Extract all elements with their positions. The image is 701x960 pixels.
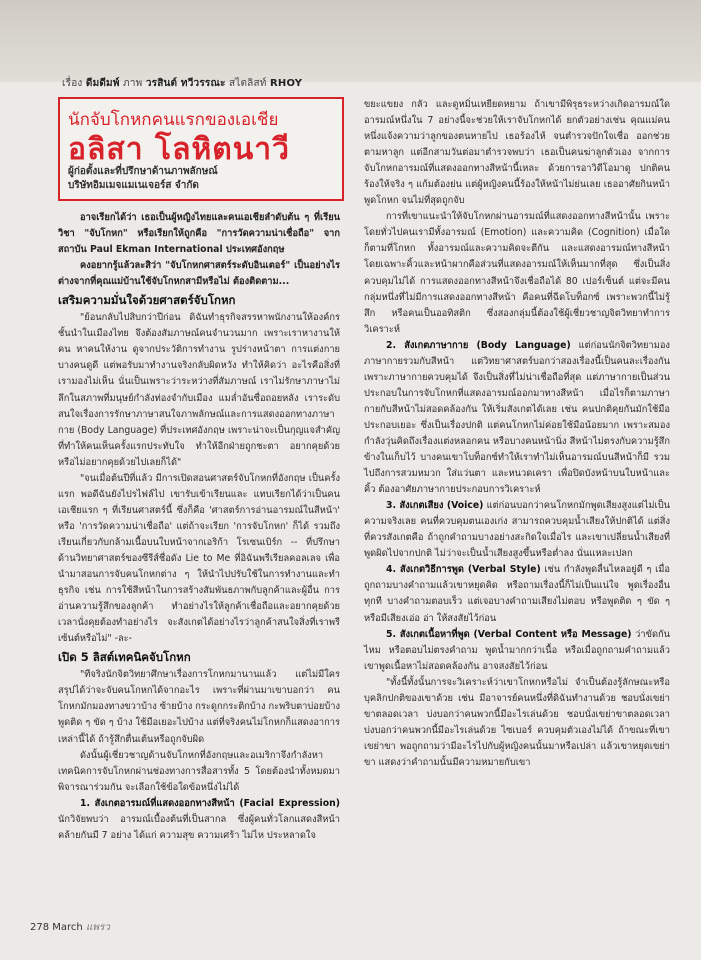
right-paragraph-2: การที่เขาแนะนำให้จับโกหกผ่านอารมณ์ที่แสดงออกทางสีหน้านั้น เพราะโดยทั่วไปคนเรามีทั้งอารมณ์ (Emotion) และความคิด (Cognition) เมื่อใดก็ตามที่โกหก ทั้งอารมณ์และความคิดจะตีกัน และแสดงอารมณ์ทางสีหน้า โดยเฉพาะคิ้วและหน้าผากคือส่วนที่แสดงอารมณ์ให้เห็นมากที่สุด ซึ่งเป็นสิ่งควบคุมไม่ได้ การแสดงออกทางสีหน้าจึงเชื่อถือได้ 80 เปอร์เซ็นต์ แต่จะมีคนกลุ่มหนึ่งที่ไม่มีการแสดงออกทางสีหน้า คือคนที่ฉีดโบท็อกซ์ เพราะพวกนี้ไม่รู้สึก หรือคนเป็นออทิสติก ซึ่งสองกลุ่มนี้ต้องใช้ผู้เชี่ยวชาญจิตวิทยาทำการวิเคราะห์ xyxy=(364,211,670,335)
byline xyxy=(62,76,302,91)
technique-5 xyxy=(364,627,670,675)
title-kicker: นักจับโกหกคนแรกของเอเชีย xyxy=(68,110,279,130)
stylist-name: RHOY xyxy=(269,78,303,89)
photographer-name: วรสินต์ ทวีวรรณะ xyxy=(145,78,226,89)
role-line-1: ผู้ก่อตั้งและที่ปรึกษาด้านภาพลักษณ์ xyxy=(68,166,218,177)
intro-paragraph-1: อาจเรียกได้ว่า เธอเป็นผู้หญิงไทยและคนเอเชียลำดับต้น ๆ ที่เรียนวิชา "จับโกหก" หรือเรียกให้ถูกคือ "การวัดความน่าเชื่อถือ" จากสถาบัน Paul Ekman International ประเทศอังกฤษ xyxy=(58,212,340,256)
right-paragraph-1: ขยะแขยง กลัว และดูหมิ่นเหยียดหยาม ถ้าเขามีพิรุธระหว่างเกิดอารมณ์ใดอารมณ์หนึ่งใน 7 อย่างนี้จะช่วยให้เราจับโกหกได้ ยกตัวอย่างเช่น คุณแม่คนหนึ่งแจ้งความว่าลูกของตนหายไป เธอร้องไห้ จนตำรวจปักใจเชื่อ ออกช่วยตามหาลูก แต่อีกสามวันต่อมาตำรวจพบว่า เธอเป็นคนฆ่าลูกตัวเอง จากการจับโกหกอารมณ์ที่แสดงออกทางสีหน้านี้เหละ ด้วยการอาวิดีโอมาดู ปกติคนร้องให้จริง ๆ แก้มต้องย่น แต่ผู้หญิงคนนี้ร้องให้หน้าไม่ย่นเลย เธออาศัยกินหน้า พูดโกหก จนไม่ที่สุดถูกจับ xyxy=(364,99,670,207)
technique-1-label: 1. สังเกตอารมณ์ที่แสดงออกทางสีหน้า (Facial Expression) xyxy=(80,797,340,809)
technique-4 xyxy=(364,562,670,626)
technique-3-label: 3. สังเกตเสียง (Voice) xyxy=(386,500,484,512)
photo-label: ภาพ xyxy=(123,78,143,89)
right-paragraph-3: "ทั้งนี้ทั้งนั้นการจะวิเคราะห์ว่าเขาโกหกหรือไม่ จำเป็นต้องรู้ลักษณะหรือบุคลิกปกติของเขาด้วย เช่น มีอาจารย์คนหนึ่งที่ดิฉันทำงานด้วย ชอบนั่งเขย่าขาตลอดเวลา บ่งบอกว่าคนพวกนี้มีอะไรเล่นด้วย ชอบนั่งเขย่าขาตลอดเวลา บ่งบอกว่าคนพวกนี้มีอะไรเล่นด้วย ไซเบอร์ ควบคุมตัวเองไม่ได้ ถ้าขณะที่เขาเขย่าขา พอถูกถามว่ามีอะไรไปกับผู้หญิงคนนั้นมาหรือเปล่า แล้วเขาหยุดเขย่าขา แสดงว่าคำถามนั้นมีความหมายกับเขา xyxy=(364,676,670,768)
section-heading-1: เสริมความมั่นใจด้วยศาสตร์จับโกหก xyxy=(58,293,236,308)
left-column xyxy=(58,210,340,844)
issue-month: March xyxy=(52,922,83,933)
technique-3 xyxy=(364,498,670,562)
role-line-2: บริษัทอิมเมจแมเนเจอร์ส จำกัด xyxy=(68,180,199,191)
title-name: อลิสา โลหิตนาวี xyxy=(68,132,290,167)
technique-1-text: นักวิจัยพบว่า อารมณ์เบื้องต้นที่เป็นสากล ซึ่งผู้คนทั่วโลกแสดงสีหน้าคล้ายกันมี 7 อย่าง ได้แก่ ความสุข ความเศร้า ไม่ไห ประหลาดใจ xyxy=(58,813,340,841)
byline-prefix: เรื่อง xyxy=(62,78,83,89)
subject-role xyxy=(68,165,218,193)
technique-4-label: 4. สังเกตวิธีการพูด (Verbal Style) xyxy=(386,564,541,576)
section-heading-2: เปิด 5 ลิสต์เทคนิคจับโกหก xyxy=(58,650,191,665)
body-paragraph-4: ดังนั้นผู้เชี่ยวชาญด้านจับโกหกที่อังกฤษและอเมริกาจึงกำลังหาเทคนิคการจับโกหกผ่านช่องทางการสื่อสารทั้ง 5 โดยต้องนำทั้งหมดมาพิจารณาร่วมกัน จะเลือกใช้ข้อใดข้อหนึ่งไม่ได้ xyxy=(58,749,340,793)
writer-name: ดีมดีมพ์ xyxy=(85,78,120,89)
technique-1 xyxy=(58,796,340,844)
body-paragraph-2: "จนเมื่อต้นปีที่แล้ว มีการเปิดสอนศาสตร์จับโกหกที่อังกฤษ เป็นครั้งแรก พอดีฉันยังไปรไฟล์ไป เขารับเข้าเรียนและ แทบเรียกได้ว่าเป็นคนเอเชียแรก ๆ ที่เรียนศาสตร์นี้ ซึ่งก็คือ 'ศาสตร์การอ่านอารมณ์ในสีหน้า' หรือ 'การวัดความน่าเชื่อถือ' แต่ถ้าจะเรียก 'การจับโกหก' ก็ได้ รวมถึงเรียนเกี่ยวกับกล้ามเนื้อบนใบหน้าจากเอริก้า โรเซนเบิร์ก -- ที่ปรึกษาด้านวิทยาศาสตร์ของซีรีส์ชื่อดัง Lie to Me ที่อิฉันพรีเรียลคอลเลจ เพื่อนำมาสอนการจับคนโกหกต่าง ๆ ให้นำไปปรับใช้ในการทำงานและทำธุรกิจ เช่น การใช้สีหน้าในการสร้างสัมพันธภาพกับลูกค้าและผู้อื่น การอ่านความรู้สึกของลูกค้า ทำอย่างไรให้ลูกค้าเชื่อถือและอยากคุยด้วย เวลานั่งคุยต้องทำอย่างไร จะสังเกตได้อย่างไรว่าลูกค้าสนใจสิ่งที่เราพรีเซ้นต์หรือไม่" -ละ- xyxy=(58,472,340,645)
technique-5-label: 5. สังเกตเนื้อหาที่พูด (Verbal Content หรือ Message) xyxy=(386,628,632,640)
intro-paragraph-2: คงอยากรู้แล้วละสิว่า "จับโกหกศาสตร์ระดับอินเตอร์" เป็นอย่างไร ต่างจากที่คุณแม่บ้านใช้จับโกหกสามีหรือไม่ ต้องติดตาม... xyxy=(58,260,340,288)
body-paragraph-1: "ย้อนกลับไปสิบกว่าปีก่อน ดิฉันทำธุรกิจสรรหาพนักงานให้องค์กร ชั้นนำในเมืองไทย จึงต้องสัมภาษณ์คนจำนวนมาก เพราะเราหางานให้คน หาคนให้งาน ดูจากประวัติการทำงาน รูปร่างหน้าตา การแต่งกาย บางคนดูดี แต่พอรับมาทำงานจริงกลับผิดหวัง ทำให้คิดว่า อะไรคือสิ่งที่เรามองไม่เห็น นั่นเป็นเพราะว่าระหว่างที่สัมภาษณ์ เราไม่รักษาภาษาไม่ลึกในสภาพที่มนุษย์กำลังท่องจำกับเมือง แมล่ำอันซื่อถอยหลัง เราระดับสนใจเรื่องการรักษาภาษาสนใจภาพลักษณ์และการแสดงออกทางภาษากาย (Body Language) ที่ประเทศอังกฤษ เพราะน่าจะเป็นกุญแจสำคัญที่ทำให้คนเห็นครั้งแรกประทับใจ ทำให้อีกฝ่ายถูกชะตา อยากคุยด้วยหรือไม่อยากคุยด้วยไปเลยก็ได้" xyxy=(58,312,340,468)
technique-2-text: แต่ก่อนนักจิตวิทยามองภาษากายรวมกับสีหน้า แต่วิทยาศาสตร์บอกว่าสองเรื่องนี้เป็นคนละเรื่องกัน เพราะภาษากายควบคุมได้ จึงเป็นสิ่งที่ไม่น่าเชื่อถือที่สุด แต่ภาษากายเป็นส่วนประกอบในการจับโกหกที่แสดงอารมณ์ออกมาทางสีหน้า เมื่อไรก็ตามภาษากายกับสีหน้าไม่สอดคล้องกัน ให้เริ่มสังเกตได้เลย เช่น คนปกติคุยกันมักใช้มือประกอบเยอะ ซึ่งเป็นเรื่องปกติ แต่คนโกหกไม่ค่อยใช้มือน้อยมาก เพราะสมองกำลังวุ่นคิดถึงเรื่องแต่งหลอกคน หรือบางคนหน้านิ่ง สีหน้าไม่ตรงกับความรู้สึกข้างในเก็บไว้ บางคนเขาโบท็อกซ์ทำให้เราทำไม่เห็นอารมณ์บนสีหน้าก็มี รวมไปถึงการสวมหมวก ใส่แว่นตา และหนวดเครา เพื่อปิดบังหน้าบนใบหน้าและคิ้ว ต้องอาศัยภาษากายประกอบการวิเคราะห์ xyxy=(364,339,670,496)
technique-2 xyxy=(364,338,670,498)
technique-2-label: 2. สังเกตภาษากาย (Body Language) xyxy=(386,339,571,351)
body-paragraph-3: "ทีจริงนักจิตวิทยาศึกษาเรื่องการโกหกมานานแล้ว แต่ไม่มีใครสรุปได้ว่าจะจับคนโกหกได้จากอะไร เพราะที่ผ่านมาเขาบอกว่า คนโกหกมักมองทางขวาบ้าง ซ้ายบ้าง กระดูกกระติกบ้าง กะพริบตาบ่อยบ้าง พูดติด ๆ ขัด ๆ บ้าง ใช้มือเยอะไปบ้าง แต่ที่จริงคนไม่โกหกก็แสดงอาการเหล่านี้ได้ ถ้ารู้สึกตื่นเต้นหรือถูกจับผิด xyxy=(58,669,340,745)
technique-3-text: แต่ก่อนบอกว่าคนโกหกมักพูดเสียงสูงแต่ไม่เป็นความจริงเลย คนที่ควบคุมตนเองเก่ง สามารถควบคุมน้ำเสียงให้ปกติได้ แต่สิ่งที่ควรสังเกตคือ ถ้าถูกคำถามบางอย่างสะกิดใจเมื่อไร และเขาเปลี่ยนน้ำเสียงที่พูดผิดไปจากปกติ ไม่ว่าจะเป็นน้ำเสียงสูงขึ้นหรือต่ำลง นั่นแหละเปลก xyxy=(364,500,670,560)
technique-5-text: ว่าขัดกันไหม หรือตอบไม่ตรงคำถาม พูดน้ำมากกว่าเนื้อ หรือเมื่อถูกถามคำถามแล้วเขาพูดเนื้อหาไม่สอดคล้องกัน อาจสงสัยไว้ก่อน xyxy=(364,628,670,672)
stylist-label: สไตลิสท์ xyxy=(228,78,267,89)
page-number: 278 xyxy=(30,922,50,933)
page-footer xyxy=(30,920,110,935)
magazine-logo: แพรว xyxy=(85,922,110,933)
title-box xyxy=(58,97,344,201)
right-column xyxy=(364,97,670,771)
top-photo-band xyxy=(0,0,701,82)
technique-4-text: เช่น กำลังพูดลื่นไหลอยู่ดี ๆ เมื่อถูกถามบางคำถามแล้วเขาหยุดคิด หรือถามเรื่องนี้ก็ไม่เป็นแน่ใจ พูดเรื่องอื่นทุกที บางคำถามตอบเร็ว แต่เจอบางคำถามเสียงไม่ตอบ หรือพูดติด ๆ ขัด ๆ หรือมีเสียงเอ่อ อ่า ให้สงสัยไว้ก่อน xyxy=(364,564,670,624)
